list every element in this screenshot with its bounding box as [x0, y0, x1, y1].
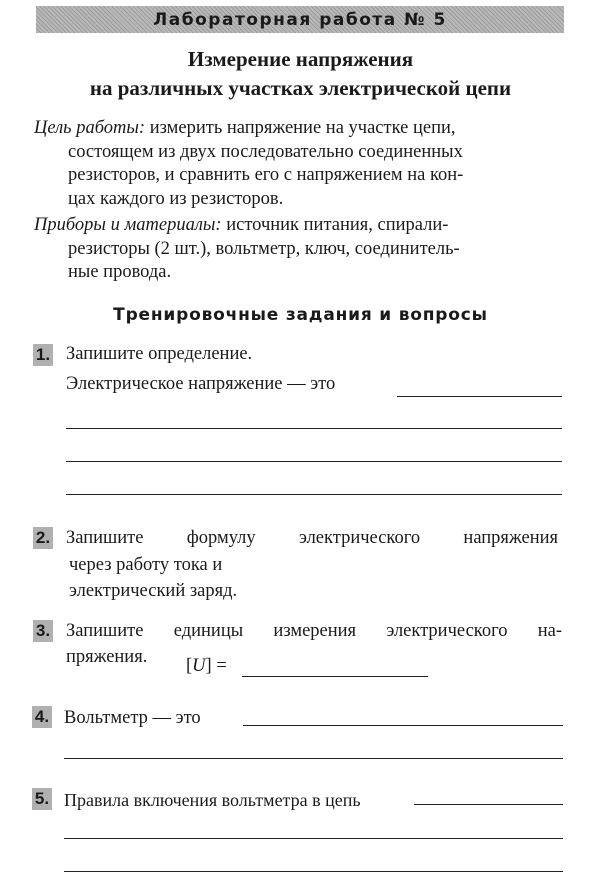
- main-title-line2: на различных участках электрической цепи: [89, 76, 512, 100]
- task-2-text-2: через работу тока и: [69, 555, 223, 575]
- task-4-answer-line-2[interactable]: [64, 758, 563, 759]
- goal-text-2: состоящем из двух последовательно соединенных: [68, 141, 463, 162]
- task-1-prompt: Электрическое напряжение — это: [66, 374, 336, 394]
- task-1-number: 1.: [33, 344, 53, 366]
- task-4-answer-line-1[interactable]: [243, 725, 563, 726]
- task-4-number: 4.: [32, 706, 52, 728]
- task-3-formula-text: [U] =: [186, 656, 227, 676]
- task-1-answer-line-1[interactable]: [397, 396, 562, 397]
- main-title-line1: Измерение напряжения: [187, 47, 414, 71]
- materials-text-2: резисторы (2 шт.), вольтметр, ключ, соединитель-: [68, 238, 460, 259]
- goal-paragraph: [34, 117, 564, 211]
- task-2-number: 2.: [33, 527, 53, 549]
- task-3-number: 3.: [33, 620, 53, 642]
- lab-header-bar: [36, 6, 564, 33]
- task-3-text-2: пряжения.: [66, 647, 148, 667]
- task-5-answer-line-2[interactable]: [64, 838, 563, 839]
- task-4-text: Вольтметр — это: [64, 708, 201, 728]
- task-5-answer-line-3[interactable]: [64, 871, 563, 872]
- materials-label: Приборы и материалы:: [34, 215, 222, 235]
- task-5-answer-line-1[interactable]: [414, 804, 563, 805]
- task-1-answer-line-3[interactable]: [66, 461, 562, 462]
- task-5-number: 5.: [32, 788, 52, 810]
- goal-text-1: измерить напряжение на участке цепи,: [145, 118, 456, 138]
- goal-label: Цель работы:: [34, 118, 146, 138]
- task-1-answer-line-4[interactable]: [66, 494, 562, 495]
- task-2-text-1: Запишите формулу электрического напряжения: [66, 528, 558, 548]
- task-3-text-1: Запишите единицы измерения электрического на-: [66, 621, 562, 641]
- task-1-answer-line-2[interactable]: [66, 428, 562, 429]
- task-1-text: Запишите определение.: [66, 344, 253, 364]
- materials-text-1: источник питания, спирали-: [221, 215, 449, 235]
- task-5-text: Правила включения вольтметра в цепь: [64, 790, 361, 810]
- task-3-unit-formula: [186, 654, 227, 678]
- goal-text-3: резисторов, и сравнить его с напряжением на кон-: [68, 165, 464, 185]
- materials-paragraph: [34, 214, 564, 285]
- task-2-text-3: электрический заряд.: [69, 581, 238, 601]
- goal-text-4: цах каждого из резисторов.: [68, 188, 284, 209]
- task-3-answer-line[interactable]: [242, 676, 428, 677]
- lab-header-title: Лабораторная работа № 5: [153, 9, 447, 30]
- section-title: Тренировочные задания и вопросы: [113, 305, 488, 325]
- materials-text-3: ные провода.: [68, 262, 172, 282]
